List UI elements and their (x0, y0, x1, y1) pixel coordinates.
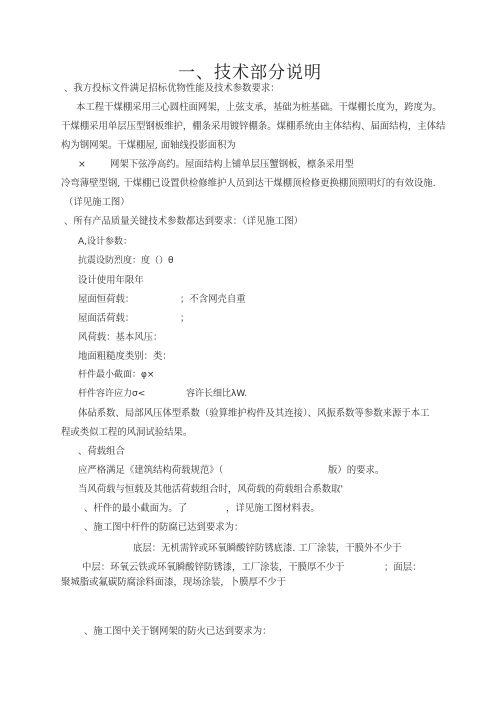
text-line: 版）的要求。 (328, 465, 385, 476)
text-line: 、施工图中杆件的防腐已达到要求为： (84, 522, 244, 533)
text-line: 、我方投标文件满足招标优物性能及技术参数要求： (64, 83, 280, 94)
text-line: 聚城脂或氟碳防腐涂料面漆，现场涂装，卜膜厚不少于 (61, 577, 287, 588)
text-line: A,设计参数： (78, 237, 133, 247)
text-line: 杆件最小截面：φ× (78, 370, 155, 380)
text-line: 冷弯薄壁型钢, 干煤棚已设置供检修维护人员到达干煤棚顶检修更换棚顶照明灯的有效设施. (61, 178, 436, 189)
text-line: 风荷载：基本风压： (78, 332, 163, 343)
text-line: 杆件容许应力σ< (78, 389, 146, 399)
text-line: 、荷载组合 (78, 446, 125, 457)
text-line: 干煤棚采用单层压型钢板维护，棚条采用镀锌棚条。煤棚系统由主体结构、届面结构，主体结 (61, 121, 446, 132)
text-line: 地面粗糙度类别：类： (78, 351, 172, 362)
text-line: 、所有产品质量关键技术参数都达到要求：（详见施工图） (64, 216, 304, 227)
page-title: 一、技术部分说明 (178, 63, 322, 83)
text-line: 本工程干煤棚采用三心圆柱面网架，上弦支承，基础为桩基础。干煤棚长度为，跨度为。 (76, 102, 442, 113)
text-line: 网架下弦净高约。屋面结构上铺单层压蟹钢板，檩条采用型 (110, 159, 354, 170)
text-line: ，详见施工图材料表。 (226, 503, 320, 514)
text-line: （详见施工图） (64, 197, 130, 208)
text-line: 容许长细比λW. (186, 389, 248, 399)
text-line: 当风荷载与恒载及其他活荷载组合时，风荷载的荷载组合系数取' (78, 484, 344, 495)
text-line: 底层：无机需锌或环氧瞬酸锌防锈底漆. 工厂涂装，干膜外不少于 (133, 543, 402, 554)
text-line: 、施工图中关于钢网架的防火已达到要求为： (84, 626, 272, 637)
text-line: 抗震设防烈度：度（）θ (78, 256, 174, 266)
text-line: × (78, 159, 86, 170)
text-line: 构为钢网架。干煤棚屋, 面轴线投影面积为 (61, 140, 236, 151)
text-line: 体砧系数、局部风压体型系数（验算维护构件及其连接）、风振系数等参数来源于本工 (78, 408, 430, 419)
text-line: ；面层： (384, 562, 422, 573)
text-line: 程或类似工程的风洞试验结果。 (61, 427, 193, 438)
text-line: 屋面恒荷载： (78, 294, 135, 305)
text-line: 、杆件的最小截面为。了 (84, 503, 188, 514)
text-line: 设计使用年限年 (78, 275, 144, 286)
text-line: 中层：环氧云铁或环氧瞬酸锌防锈漆，工厂涂装，干膜厚不少于 (82, 562, 345, 573)
text-line: ； (180, 313, 190, 324)
text-line: ；不含网壳自重 (180, 294, 246, 305)
text-line: 屋面活荷载： (78, 313, 135, 324)
text-line: 应严格满足《建筑结构荷载规范》（ (78, 465, 224, 476)
